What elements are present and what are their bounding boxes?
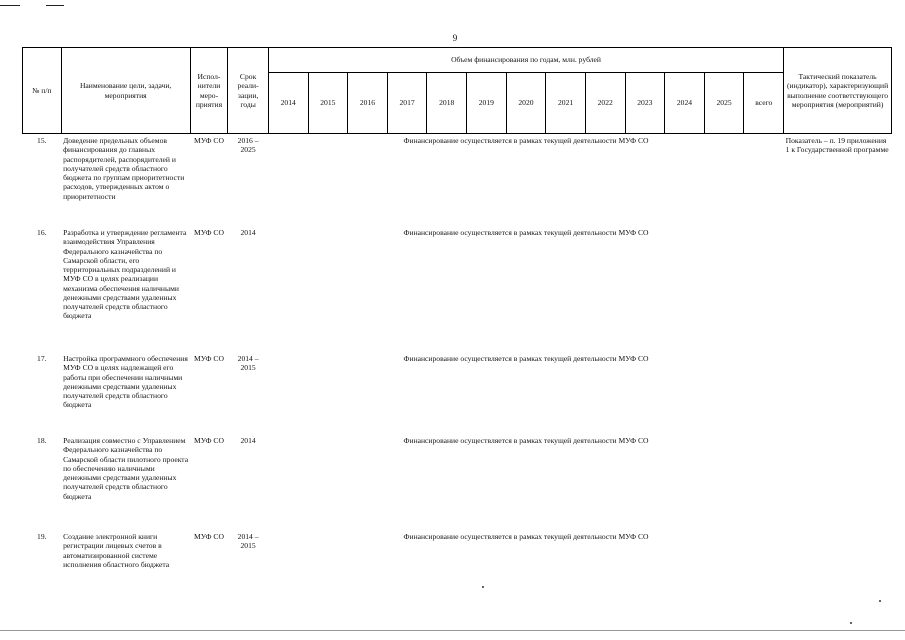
row-number: 19. (37, 532, 47, 541)
activity-term: 2014 – 2015 (237, 354, 259, 373)
activity-term: 2014 – 2015 (237, 532, 259, 551)
header-year: 2020 (506, 73, 546, 134)
scan-edge-mark (0, 5, 20, 6)
header-indicator: Тактический показатель (индикатор), характеризующий выполнение соответствующего мероприятия (мероприятий) (784, 48, 892, 134)
table-row (23, 434, 892, 530)
activity-name: Создание электронной книги регистрации лицевых счетов в автоматизированной системе исполнения областного бюджета (63, 532, 170, 569)
activity-financing: Финансирование осуществляется в рамках текущей деятельности МУФ СО (403, 354, 649, 363)
header-year: 2014 (268, 73, 308, 134)
header-year: 2024 (665, 73, 705, 134)
activity-financing: Финансирование осуществляется в рамках текущей деятельности МУФ СО (403, 228, 649, 237)
activity-financing: Финансирование осуществляется в рамках текущей деятельности МУФ СО (403, 136, 649, 145)
header-year: 2019 (467, 73, 507, 134)
activity-name: Настройка программного обеспечения МУФ СО в целях надлежащей его работы при обеспечении наличными денежными средствами удаленных получателей средств областного бюджета (63, 354, 188, 410)
row-number: 18. (37, 436, 47, 445)
activity-financing: Финансирование осуществляется в рамках текущей деятельности МУФ СО (403, 436, 649, 445)
activity-term: 2014 (240, 228, 256, 237)
scan-speck (850, 622, 852, 624)
header-year: 2022 (585, 73, 625, 134)
activity-indicator (784, 352, 892, 434)
page-number: 9 (452, 33, 458, 43)
activity-executor: МУФ СО (193, 532, 224, 541)
header-name: Наименование цели, задачи, мероприятия (61, 48, 190, 134)
header-term: Срок реали-зации, годы (228, 48, 269, 134)
header-year: 2017 (387, 73, 427, 134)
activity-name: Разработка и утверждение регламента взаимодействия Управления Федерального казначейства по Самарской области, его территориальных подразделений и МУФ СО в целях реализации механизма обеспечения наличными денежными средствами удаленных получателей средств областного бюджета (63, 228, 187, 321)
activity-financing: Финансирование осуществляется в рамках текущей деятельности МУФ СО (403, 532, 649, 541)
header-year: 2015 (308, 73, 348, 134)
header-year: 2021 (546, 73, 586, 134)
header-year: 2025 (704, 73, 744, 134)
row-number: 16. (37, 228, 47, 237)
scan-edge-mark (46, 5, 64, 6)
table-row (23, 530, 892, 596)
activity-indicator (784, 530, 892, 596)
activity-name: Реализация совместно с Управлением Федерального казначейства по Самарской области пилотного проекта по обеспечению наличными денежными средствами удаленных получателей средств областного бюджета (63, 436, 189, 501)
table-row (23, 134, 892, 227)
activity-executor: МУФ СО (193, 136, 224, 145)
activity-indicator (784, 226, 892, 352)
scan-speck (879, 600, 881, 602)
activity-executor: МУФ СО (193, 436, 224, 445)
header-total: всего (744, 73, 784, 134)
table-row (23, 226, 892, 352)
header-year: 2023 (625, 73, 665, 134)
activity-indicator: Показатель – п. 19 приложения 1 к Государственной программе (785, 136, 889, 155)
header-year: 2018 (427, 73, 467, 134)
activity-term: 2016 – 2025 (237, 136, 259, 155)
activity-indicator (784, 434, 892, 530)
row-number: 15. (37, 136, 47, 145)
header-year: 2016 (348, 73, 388, 134)
activity-executor: МУФ СО (193, 228, 224, 237)
activity-executor: МУФ СО (193, 354, 224, 363)
activity-name: Доведение предельных объемов финансирования до главных распорядителей, распорядителей и получателей средств областного бюджета по группам приоритетности расходов, утвержденных актом о приоритетности (63, 136, 185, 201)
header-executor: Испол-нители меро-приятия (190, 48, 228, 134)
row-number: 17. (37, 354, 47, 363)
header-financing: Объем финансирования по годам, млн. рублей (268, 48, 783, 73)
activity-term: 2014 (240, 436, 256, 445)
header-num: № п/п (23, 48, 62, 134)
scan-bottom-line (0, 630, 905, 631)
program-activities-table (22, 47, 892, 596)
table-row (23, 352, 892, 434)
